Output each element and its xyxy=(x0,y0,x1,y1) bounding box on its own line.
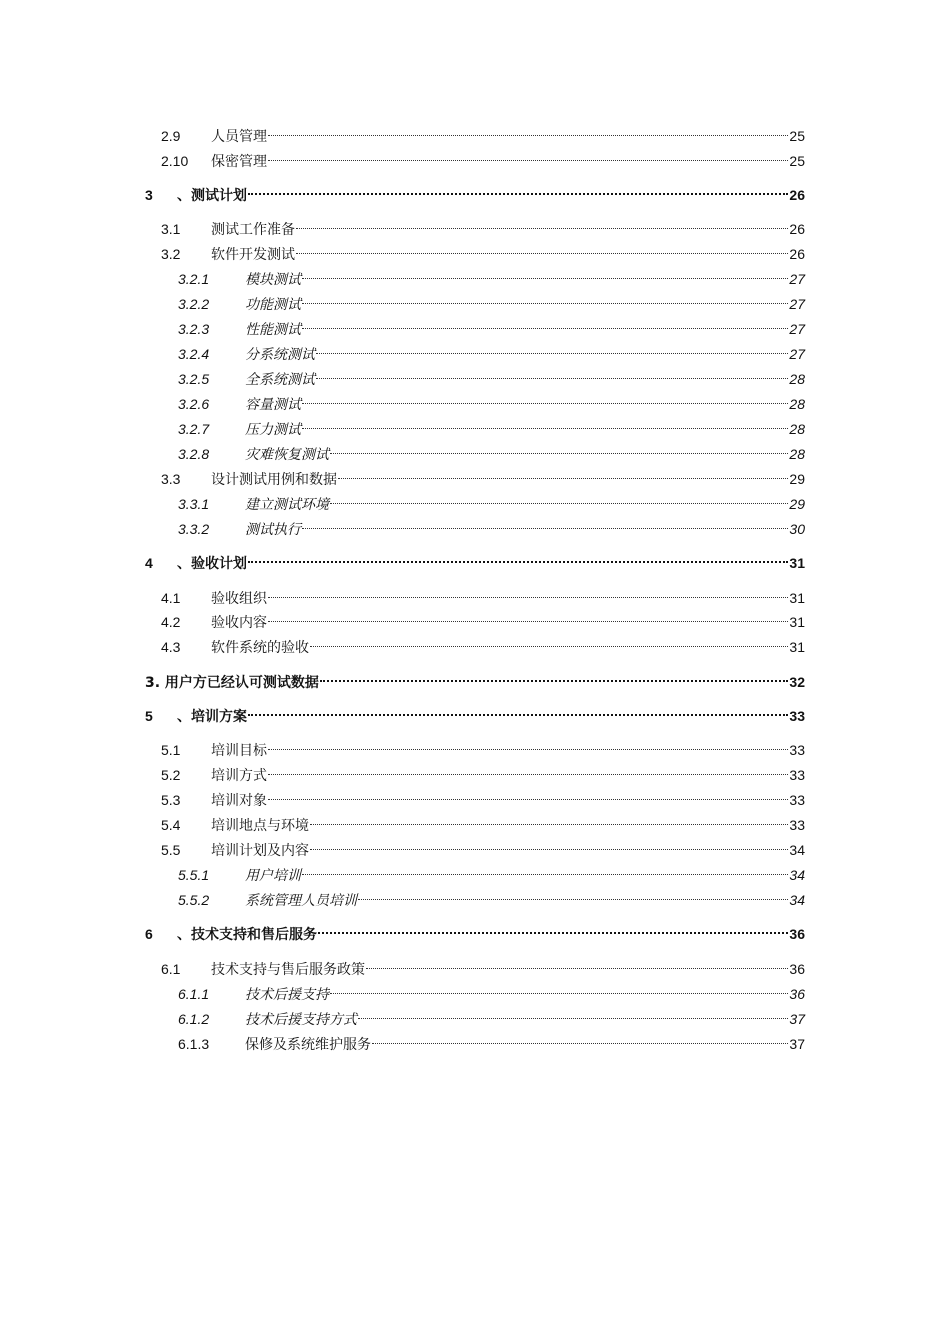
toc-entry[interactable] xyxy=(0,611,950,633)
dot-leader xyxy=(318,932,788,934)
dot-leader xyxy=(372,1043,788,1044)
toc-entry-page: 29 xyxy=(789,471,805,487)
toc-entry-title: 用户培训 xyxy=(245,869,301,884)
toc-entry-number: 3.3.2 xyxy=(178,521,210,537)
toc-entry-title: 、培训方案 xyxy=(177,709,247,725)
dot-leader xyxy=(310,646,788,647)
toc-entry-page: 29 xyxy=(789,496,805,512)
toc-entry[interactable] xyxy=(0,493,950,515)
dot-leader xyxy=(358,899,788,900)
toc-entry-page: 33 xyxy=(789,817,805,833)
dot-leader xyxy=(316,378,788,379)
toc-entry-page: 33 xyxy=(789,767,805,783)
toc-entry-title: 、验收计划 xyxy=(177,556,247,572)
toc-entry[interactable] xyxy=(0,443,950,465)
toc-entry-title: 测试工作准备 xyxy=(211,223,295,238)
toc-entry[interactable] xyxy=(0,184,950,206)
toc-entry-page: 34 xyxy=(789,892,805,908)
dot-leader xyxy=(268,597,788,598)
toc-entry[interactable] xyxy=(0,318,950,340)
toc-entry[interactable] xyxy=(0,125,950,147)
toc-entry[interactable] xyxy=(0,671,950,693)
toc-entry-number: 4.3 xyxy=(161,639,181,655)
toc-entry-number: 3.2.5 xyxy=(178,371,210,387)
toc-entry-number: 3.2.1 xyxy=(178,271,210,287)
toc-entry[interactable] xyxy=(0,218,950,240)
toc-entry[interactable] xyxy=(0,864,950,886)
toc-entry-page: 31 xyxy=(789,555,805,571)
toc-entry-page: 33 xyxy=(789,742,805,758)
dot-leader xyxy=(358,1018,788,1019)
toc-entry-title: 3. 用户方已经认可测试数据 xyxy=(145,675,319,691)
toc-entry-page: 30 xyxy=(789,521,805,537)
dot-leader xyxy=(268,774,788,775)
toc-entry-title: 人员管理 xyxy=(211,130,267,145)
toc-entry-page: 26 xyxy=(789,246,805,262)
toc-entry[interactable] xyxy=(0,293,950,315)
toc-entry-title: 功能测试 xyxy=(245,298,301,313)
toc-entry-title: 容量测试 xyxy=(245,398,301,413)
toc-entry-number: 5.5.1 xyxy=(178,867,210,883)
toc-entry-page: 26 xyxy=(789,221,805,237)
dot-leader xyxy=(338,478,788,479)
toc-entry-page: 27 xyxy=(789,321,805,337)
dot-leader xyxy=(330,503,788,504)
toc-entry-number: 3.2.7 xyxy=(178,421,210,437)
toc-entry-page: 34 xyxy=(789,867,805,883)
toc-entry-number: 2.10 xyxy=(161,153,189,169)
toc-entry[interactable] xyxy=(0,1008,950,1030)
dot-leader xyxy=(268,799,788,800)
toc-entry[interactable] xyxy=(0,839,950,861)
toc-entry-number: 3.2.2 xyxy=(178,296,210,312)
toc-entry-number: 5.1 xyxy=(161,742,181,758)
toc-entry-number: 5.5.2 xyxy=(178,892,210,908)
dot-leader xyxy=(302,403,788,404)
toc-entry-title: 模块测试 xyxy=(245,273,301,288)
dot-leader xyxy=(302,874,788,875)
toc-entry-title: 培训对象 xyxy=(211,794,267,809)
toc-entry-title: 系统管理人员培训 xyxy=(245,894,357,909)
dot-leader xyxy=(268,135,788,136)
toc-entry[interactable] xyxy=(0,889,950,911)
toc-entry-page: 28 xyxy=(789,371,805,387)
toc-entry-page: 26 xyxy=(789,187,805,203)
toc-entry-number: 3.3.1 xyxy=(178,496,210,512)
dot-leader xyxy=(316,353,788,354)
toc-entry-title: 培训方式 xyxy=(211,769,267,784)
toc-entry-page: 25 xyxy=(789,153,805,169)
toc-entry-page: 37 xyxy=(789,1036,805,1052)
toc-entry-page: 27 xyxy=(789,296,805,312)
toc-entry-page: 33 xyxy=(789,792,805,808)
toc-entry[interactable] xyxy=(0,958,950,980)
toc-entry-number: 3.3 xyxy=(161,471,181,487)
toc-entry-page: 28 xyxy=(789,446,805,462)
toc-entry-title: 保密管理 xyxy=(211,155,267,170)
toc-entry-page: 34 xyxy=(789,842,805,858)
toc-entry[interactable] xyxy=(0,243,950,265)
dot-leader xyxy=(366,968,788,969)
toc-entry-number: 3.2.3 xyxy=(178,321,210,337)
toc-entry[interactable] xyxy=(0,150,950,172)
dot-leader xyxy=(296,228,788,229)
toc-entry-title: 技术后援支持 xyxy=(245,988,329,1003)
dot-leader xyxy=(248,193,788,195)
toc-entry-title: 设计测试用例和数据 xyxy=(211,473,337,488)
toc-entry-title: 技术支持与售后服务政策 xyxy=(211,963,365,978)
toc-entry-page: 31 xyxy=(789,639,805,655)
toc-entry[interactable] xyxy=(0,764,950,786)
toc-entry-page: 37 xyxy=(789,1011,805,1027)
toc-entry-page: 31 xyxy=(789,614,805,630)
toc-entry-number: 3.2.8 xyxy=(178,446,210,462)
toc-entry-number: 6.1.2 xyxy=(178,1011,210,1027)
toc-entry-number: 3.2.4 xyxy=(178,346,210,362)
toc-entry-page: 32 xyxy=(789,674,805,690)
toc-entry-title: 测试执行 xyxy=(245,523,301,538)
toc-entry-page: 31 xyxy=(789,590,805,606)
toc-entry[interactable] xyxy=(0,636,950,658)
toc-entry[interactable] xyxy=(0,705,950,727)
dot-leader xyxy=(268,749,788,750)
toc-entry[interactable] xyxy=(0,368,950,390)
toc-entry-number: 3 xyxy=(145,187,153,203)
toc-entry-page: 36 xyxy=(789,926,805,942)
toc-entry[interactable] xyxy=(0,468,950,490)
dot-leader xyxy=(302,528,788,529)
toc-entry[interactable] xyxy=(0,418,950,440)
toc-entry-title: 、测试计划 xyxy=(177,188,247,204)
toc-entry-page: 27 xyxy=(789,346,805,362)
toc-entry-number: 5.2 xyxy=(161,767,181,783)
dot-leader xyxy=(302,303,788,304)
toc-entry-page: 36 xyxy=(789,961,805,977)
toc-entry[interactable] xyxy=(0,739,950,761)
toc-entry-number: 4 xyxy=(145,555,153,571)
toc-entry[interactable] xyxy=(0,983,950,1005)
toc-entry-title: 分系统测试 xyxy=(245,348,315,363)
toc-entry-title: 培训计划及内容 xyxy=(211,844,309,859)
dot-leader xyxy=(268,621,788,622)
toc-entry-page: 28 xyxy=(789,421,805,437)
toc-entry[interactable] xyxy=(0,268,950,290)
toc-entry[interactable] xyxy=(0,343,950,365)
toc-entry[interactable] xyxy=(0,923,950,945)
toc-entry-number: 3.1 xyxy=(161,221,181,237)
toc-entry-title: 培训地点与环境 xyxy=(211,819,309,834)
dot-leader xyxy=(268,160,788,161)
toc-entry-number: 6.1.3 xyxy=(178,1036,210,1052)
toc-entry-title: 、技术支持和售后服务 xyxy=(177,927,317,943)
toc-entry-title: 压力测试 xyxy=(245,423,301,438)
dot-leader xyxy=(296,253,788,254)
toc-entry-number: 3.2 xyxy=(161,246,181,262)
toc-entry-number: 4.1 xyxy=(161,590,181,606)
toc-entry-number: 4.2 xyxy=(161,614,181,630)
toc-entry[interactable] xyxy=(0,518,950,540)
toc-entry-title: 灾难恢复测试 xyxy=(245,448,329,463)
dot-leader xyxy=(302,278,788,279)
dot-leader xyxy=(302,428,788,429)
toc-entry-number: 5.4 xyxy=(161,817,181,833)
dot-leader xyxy=(310,849,788,850)
toc-entry[interactable] xyxy=(0,393,950,415)
toc-entry-title: 软件系统的验收 xyxy=(211,641,309,656)
dot-leader xyxy=(330,453,788,454)
toc-entry[interactable] xyxy=(0,1033,950,1055)
toc-entry-page: 36 xyxy=(789,986,805,1002)
dot-leader xyxy=(320,680,788,682)
toc-entry[interactable] xyxy=(0,814,950,836)
dot-leader xyxy=(310,824,788,825)
toc-entry-number: 2.9 xyxy=(161,128,181,144)
toc-entry-number: 6.1 xyxy=(161,961,181,977)
toc-entry-title: 验收组织 xyxy=(211,592,267,607)
toc-entry-number: 5 xyxy=(145,708,153,724)
toc-entry[interactable] xyxy=(0,587,950,609)
toc-entry-page: 27 xyxy=(789,271,805,287)
toc-entry-page: 28 xyxy=(789,396,805,412)
toc-entry-title: 建立测试环境 xyxy=(245,498,329,513)
toc-entry[interactable] xyxy=(0,789,950,811)
dot-leader xyxy=(302,328,788,329)
toc-entry-number: 5.3 xyxy=(161,792,181,808)
toc-entry-title: 验收内容 xyxy=(211,616,267,631)
dot-leader xyxy=(248,561,788,563)
dot-leader xyxy=(330,993,788,994)
toc-entry-page: 33 xyxy=(789,708,805,724)
toc-entry-number: 5.5 xyxy=(161,842,181,858)
toc-entry-title: 性能测试 xyxy=(245,323,301,338)
toc-entry-number: 6.1.1 xyxy=(178,986,210,1002)
toc-entry-page: 25 xyxy=(789,128,805,144)
dot-leader xyxy=(248,714,788,716)
toc-entry-title: 保修及系统维护服务 xyxy=(245,1038,371,1053)
toc-entry-title: 技术后援支持方式 xyxy=(245,1013,357,1028)
toc-entry[interactable] xyxy=(0,552,950,574)
toc-entry-title: 全系统测试 xyxy=(245,373,315,388)
toc-entry-title: 软件开发测试 xyxy=(211,248,295,263)
toc-entry-title: 培训目标 xyxy=(211,744,267,759)
toc-entry-number: 6 xyxy=(145,926,153,942)
toc-entry-number: 3.2.6 xyxy=(178,396,210,412)
